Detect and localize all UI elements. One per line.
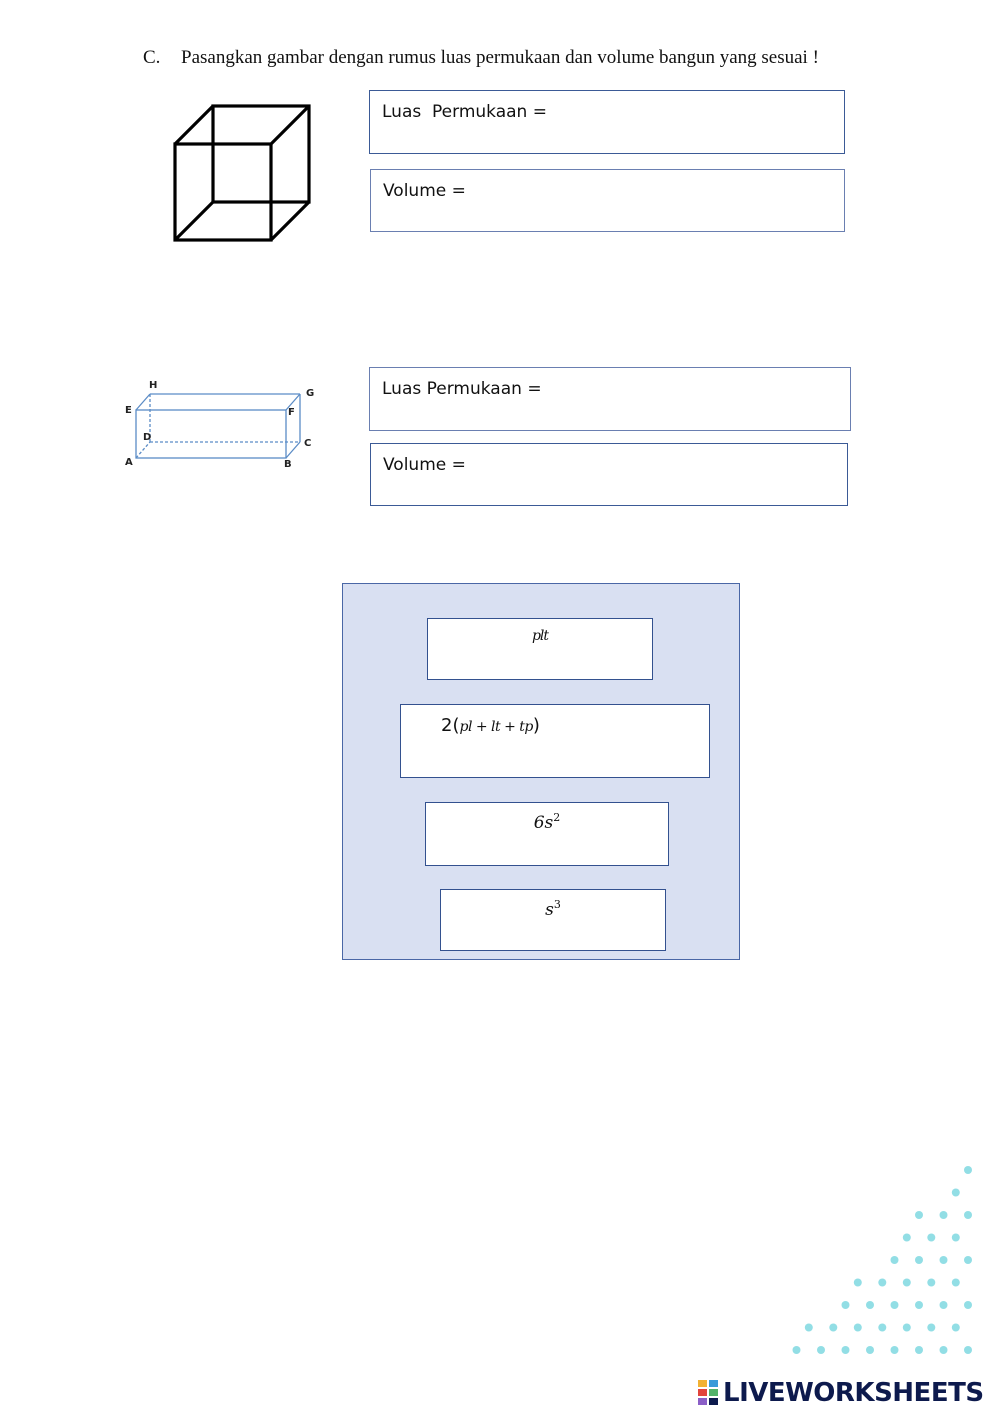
decorative-dot <box>878 1324 886 1332</box>
cube-figure <box>168 100 316 246</box>
cuboid-volume-label: Volume = <box>383 455 466 475</box>
formula-surface-prefix: 2( <box>441 715 460 736</box>
formula-s3-exp: 3 <box>553 898 561 911</box>
decorative-dot <box>866 1301 874 1309</box>
cube-volume-label: Volume = <box>383 181 466 201</box>
formula-tile-6s2[interactable] <box>425 802 669 866</box>
formula-6s2-exp: 2 <box>553 811 561 824</box>
decorative-dot <box>964 1256 972 1264</box>
decorative-dot <box>903 1324 911 1332</box>
formula-tile-plt[interactable] <box>427 618 653 680</box>
decorative-dot <box>891 1256 899 1264</box>
formula-surface-suffix: ) <box>532 715 540 736</box>
formula-s3-base: s <box>545 899 554 920</box>
decorative-dot <box>805 1324 813 1332</box>
vertex-label-d: D <box>143 432 152 443</box>
decorative-dot <box>854 1279 862 1287</box>
decorative-dot <box>940 1256 948 1264</box>
decorative-dot <box>903 1279 911 1287</box>
decorative-dot <box>940 1301 948 1309</box>
vertex-label-f: F <box>288 407 295 418</box>
liveworksheets-wordmark: LIVEWORKSHEETS <box>723 1378 984 1408</box>
decorative-dot <box>927 1234 935 1242</box>
decorative-dot <box>927 1324 935 1332</box>
decorative-dot <box>878 1279 886 1287</box>
vertex-label-g: G <box>306 388 315 399</box>
cuboid-front-face <box>136 410 286 458</box>
vertex-label-a: A <box>125 457 133 468</box>
cuboid-surface-area-label: Luas Permukaan = <box>382 379 542 399</box>
decorative-dot <box>927 1279 935 1287</box>
vertex-label-h: H <box>149 380 158 391</box>
cube-surface-area-label: Luas Permukaan = <box>382 102 547 122</box>
decorative-dot <box>829 1324 837 1332</box>
cube-volume-dropzone[interactable] <box>370 169 845 232</box>
decorative-dot <box>964 1346 972 1354</box>
decorative-dot <box>866 1346 874 1354</box>
cuboid-figure <box>120 376 320 470</box>
formula-bank <box>342 583 740 960</box>
instruction <box>143 47 819 69</box>
decorative-dot <box>952 1234 960 1242</box>
decorative-dot <box>940 1346 948 1354</box>
decorative-dot <box>915 1256 923 1264</box>
vertex-label-b: B <box>284 459 292 470</box>
decorative-dot <box>817 1346 825 1354</box>
decorative-dot <box>915 1301 923 1309</box>
liveworksheets-brand <box>698 1375 984 1411</box>
formula-tile-s3[interactable] <box>440 889 666 951</box>
decorative-dot <box>915 1211 923 1219</box>
decorative-dot <box>903 1234 911 1242</box>
decorative-dot <box>952 1324 960 1332</box>
decorative-dot <box>891 1301 899 1309</box>
decorative-dot <box>793 1346 801 1354</box>
decorative-dot <box>940 1211 948 1219</box>
decorative-dot <box>952 1189 960 1197</box>
formula-tile-cuboid-surface[interactable] <box>400 704 710 778</box>
decorative-dot <box>952 1279 960 1287</box>
vertex-label-e: E <box>125 405 132 416</box>
formula-surface-body: pl + lt + tp <box>459 719 533 735</box>
liveworksheets-logo-icon <box>698 1380 720 1406</box>
decorative-dot <box>964 1166 972 1174</box>
decorative-dot <box>915 1346 923 1354</box>
formula-plt-text: plt <box>531 628 549 644</box>
decorative-dot <box>854 1324 862 1332</box>
decorative-dot <box>842 1346 850 1354</box>
formula-6s2-base: 6s <box>533 812 554 833</box>
decorative-dot <box>842 1301 850 1309</box>
decorative-dot <box>891 1346 899 1354</box>
decorative-dot <box>964 1211 972 1219</box>
instruction-text: Pasangkan gambar dengan rumus luas permukaan dan volume bangun yang sesuai ! <box>181 47 819 68</box>
cube-surface-area-dropzone[interactable] <box>369 90 845 154</box>
vertex-label-c: C <box>304 438 312 449</box>
decorative-dot <box>964 1301 972 1309</box>
instruction-letter: C. <box>143 47 161 68</box>
cuboid-volume-dropzone[interactable] <box>370 443 848 506</box>
cuboid-surface-area-dropzone[interactable] <box>369 367 851 431</box>
